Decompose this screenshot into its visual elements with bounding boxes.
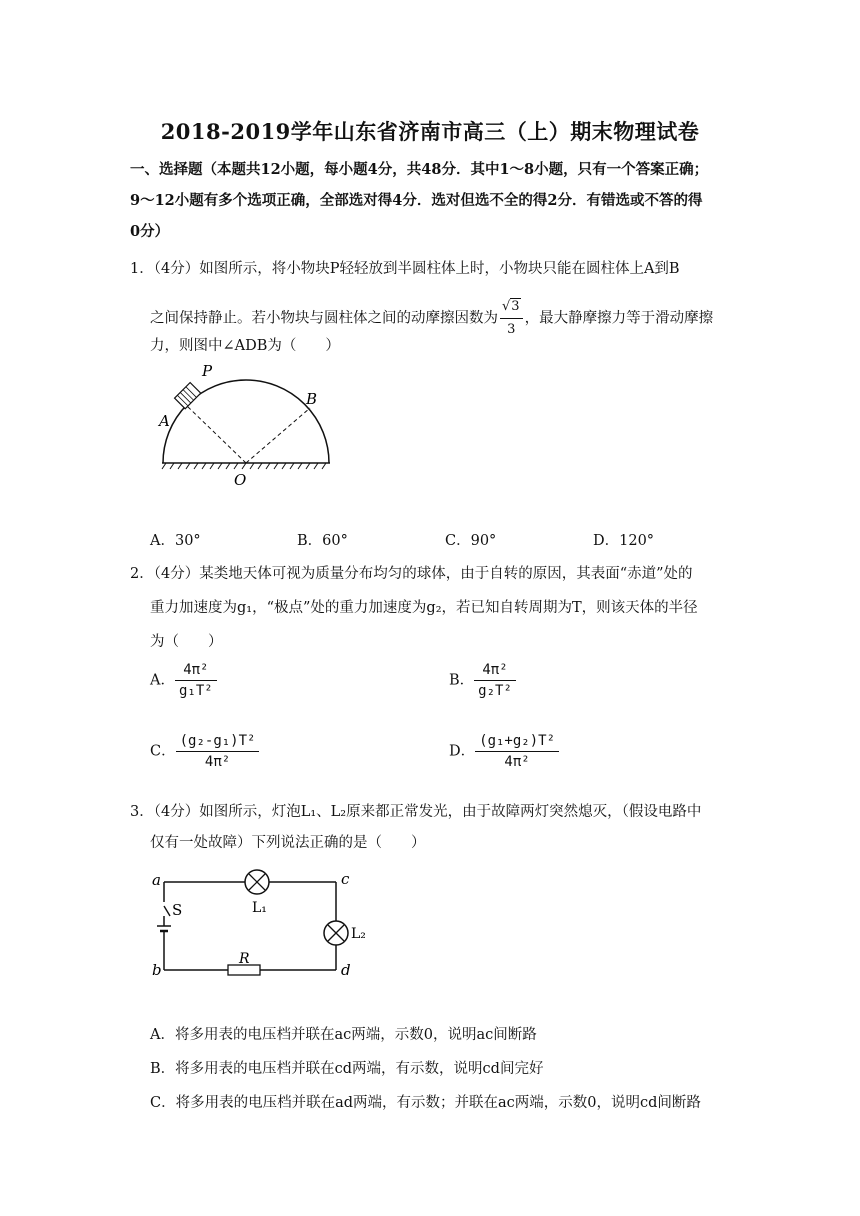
q2-option-c-label: C． (150, 743, 176, 760)
q2-option-b (449, 662, 516, 699)
q2-option-d-den: 4π² (504, 754, 530, 770)
q1-option-d: D．120° (593, 533, 655, 549)
q3-circuit-figure (148, 864, 378, 989)
q3-stem-line2: 仅有一处故障）下列说法正确的是（ ） (150, 835, 426, 851)
lamp-l2 (324, 921, 348, 945)
label-o: O (234, 471, 247, 489)
label-l1: L₁ (252, 900, 267, 916)
q1-option-b: B．60° (297, 533, 348, 549)
q3-option-a: A．将多用表的电压档并联在ac两端，示数0，说明ac间断路 (150, 1027, 537, 1043)
q3-stem-line1: 3．（4分）如图所示，灯泡L₁、L₂原来都正常发光，由于故障两灯突然熄灭，（假设电路中 (130, 804, 702, 820)
q3-option-c: C．将多用表的电压档并联在ad两端，有示数；并联在ac两端，示数0，说明cd间断路 (150, 1095, 701, 1111)
q2-stem-line1: 2．（4分）某类地天体可视为质量分布均匀的球体，由于自转的原因，其表面“赤道”处的 (130, 566, 693, 582)
q1-stem-line3: 力，则图中∠ADB为（ ） (150, 338, 340, 354)
q2-option-b-den: g₂T² (478, 683, 512, 699)
q1-mu-denominator: 3 (507, 322, 516, 337)
q3-option-b: B．将多用表的电压档并联在cd两端，有示数，说明cd间完好 (150, 1061, 544, 1077)
label-p: P (202, 362, 213, 380)
q1-stem-line2-post: ，最大静摩擦力等于滑动摩擦 (524, 310, 714, 327)
q2-option-d-num: (g₁+g₂)T² (475, 733, 559, 752)
q2-option-c (150, 733, 259, 770)
q2-option-d-label: D． (449, 743, 476, 760)
q1-option-c: C．90° (445, 533, 497, 549)
q1-semicircle-figure (150, 360, 350, 490)
q1-option-a: A．30° (150, 533, 201, 549)
label-c: c (341, 870, 350, 888)
switch-s (164, 906, 170, 916)
q2-option-a-num: 4π² (175, 662, 217, 681)
label-l2: L₂ (351, 926, 366, 942)
label-d: d (341, 961, 351, 979)
q2-stem-line3: 为（ ） (150, 634, 223, 650)
label-b: b (152, 961, 162, 979)
q1-stem-line1: 1．（4分）如图所示，将小物块P轻轻放到半圆柱体上时，小物块只能在圆柱体上A到B (130, 261, 680, 277)
label-b: B (306, 390, 318, 408)
q2-stem-line2: 重力加速度为g₁，“极点”处的重力加速度为g₂，若已知自转周期为T，则该天体的半径 (150, 600, 698, 616)
q2-option-d (449, 733, 559, 770)
q1-mu-numerator: 3 (511, 299, 520, 314)
label-a: a (152, 871, 161, 889)
q2-option-c-fraction (176, 733, 260, 770)
q2-option-a-den: g₁T² (178, 683, 213, 699)
q2-option-a-fraction (175, 662, 217, 699)
dashed-line-ob (246, 408, 310, 463)
label-s: S (172, 901, 183, 919)
lamp-l1 (245, 870, 269, 894)
q2-option-c-num: (g₂-g₁)T² (176, 733, 260, 752)
q2-option-c-den: 4π² (204, 754, 231, 770)
q2-option-b-fraction (474, 662, 516, 699)
label-r: R (239, 951, 250, 967)
block-p (175, 383, 201, 409)
q2-option-a-label: A． (150, 672, 175, 689)
q2-option-a (150, 662, 217, 699)
page-title: 2018-2019学年山东省济南市高三（上）期末物理试卷 (160, 119, 700, 144)
section-instructions-line1: 一、选择题（本题共12小题，每小题4分，共48分．其中1～8小题，只有一个答案正确； (130, 161, 709, 178)
q1-mu-fraction: $\frac{√3}{3}$ (500, 296, 523, 341)
section-instructions-line2: 9～12小题有多个选项正确，全部选对得4分．选对但选不全的得2分．有错选或不答的得 (130, 192, 703, 209)
section-instructions-line3: 0分） (130, 223, 170, 240)
dashed-line-oa (186, 405, 246, 463)
q1-stem-line2-pre: 之间保持静止。若小物块与圆柱体之间的动摩擦因数为 (150, 310, 498, 327)
q2-option-b-label: B． (449, 672, 475, 689)
q2-option-d-fraction (475, 733, 559, 770)
label-a: A (159, 412, 170, 430)
q2-option-b-num: 4π² (474, 662, 516, 681)
